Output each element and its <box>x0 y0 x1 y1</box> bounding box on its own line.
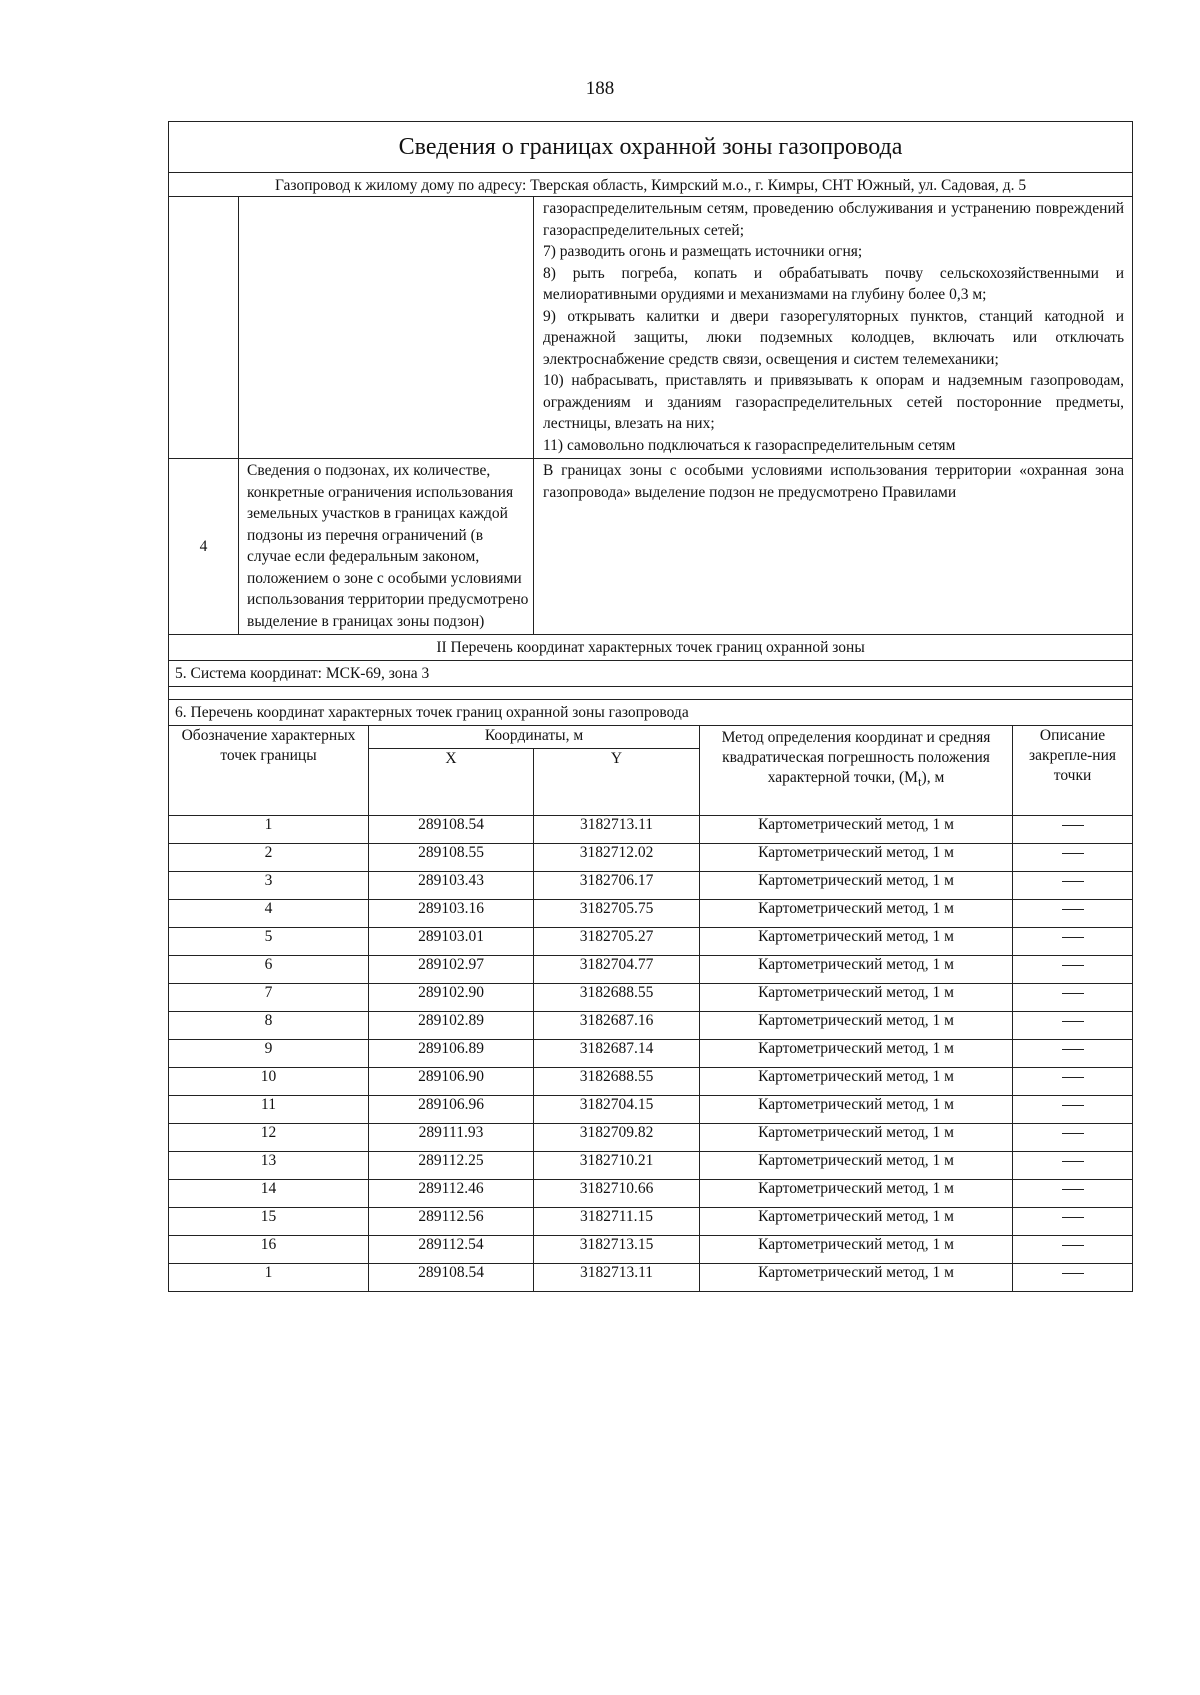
point-y: 3182713.15 <box>534 1236 700 1264</box>
dash-mark <box>1062 1105 1084 1106</box>
point-x: 289108.54 <box>369 1264 534 1292</box>
restriction-line: 11) самовольно подключаться к газораспределительным сетям <box>543 436 956 454</box>
point-description <box>1013 816 1133 844</box>
table-row <box>169 1152 1133 1180</box>
point-method: Картометрический метод, 1 м <box>700 1124 1013 1152</box>
point-x: 289108.55 <box>369 844 534 872</box>
point-method: Картометрический метод, 1 м <box>700 900 1013 928</box>
point-method: Картометрический метод, 1 м <box>700 844 1013 872</box>
dash-mark <box>1062 1161 1084 1162</box>
points-list-title: 6. Перечень координат характерных точек границ охранной зоны газопровода <box>169 700 1133 726</box>
subzones-content: В границах зоны с особыми условиями использования территории «охранная зона газопровода» выделение подзон не предусмотрено Правилами <box>534 459 1133 635</box>
dash-mark <box>1062 1273 1084 1274</box>
restrictions-continuation <box>534 197 1133 459</box>
header-method-text: Метод определения координат и средняя квадратическая погрешность положения характерной точки, $(M_t)$, м <box>721 729 991 790</box>
dash-mark <box>1062 993 1084 994</box>
point-y: 3182687.14 <box>534 1040 700 1068</box>
row-number: 4 <box>169 459 239 635</box>
dash-mark <box>1062 1133 1084 1134</box>
header-y: Y <box>534 749 700 816</box>
blank-row <box>169 687 1133 700</box>
point-y: 3182687.16 <box>534 1012 700 1040</box>
header-description: Описание закрепле-ния точки <box>1013 726 1133 816</box>
restriction-line: 8) рыть погреба, копать и обрабатывать почву сельскохозяйственными и мелиоративными орудиями и механизмами на глубину более 0,3 м; <box>543 264 1125 303</box>
point-method: Картометрический метод, 1 м <box>700 1040 1013 1068</box>
subzones-label: Сведения о подзонах, их количестве, конкретные ограничения использования земельных участков в границах каждой подзоны из перечня ограничений (в случае если федеральным законом, положением о зоне с особыми условиями использования территории предусмотрено выделение в границах зоны подзон) <box>239 459 534 635</box>
table-row <box>169 1208 1133 1236</box>
point-method: Картометрический метод, 1 м <box>700 1264 1013 1292</box>
point-description <box>1013 1040 1133 1068</box>
point-y: 3182713.11 <box>534 816 700 844</box>
point-number: 7 <box>169 984 369 1012</box>
point-description <box>1013 1068 1133 1096</box>
point-description <box>1013 1096 1133 1124</box>
point-number: 14 <box>169 1180 369 1208</box>
point-method: Картометрический метод, 1 м <box>700 956 1013 984</box>
point-number: 13 <box>169 1152 369 1180</box>
section-ii-heading: II Перечень координат характерных точек границ охранной зоны <box>169 635 1133 661</box>
point-number: 11 <box>169 1096 369 1124</box>
point-y: 3182713.11 <box>534 1264 700 1292</box>
table-row <box>169 956 1133 984</box>
point-number: 16 <box>169 1236 369 1264</box>
table-row <box>169 844 1133 872</box>
point-description <box>1013 1152 1133 1180</box>
point-description <box>1013 1264 1133 1292</box>
point-x: 289106.90 <box>369 1068 534 1096</box>
table-row <box>169 1068 1133 1096</box>
point-x: 289112.25 <box>369 1152 534 1180</box>
dash-mark <box>1062 825 1084 826</box>
dash-mark <box>1062 937 1084 938</box>
point-method: Картометрический метод, 1 м <box>700 1012 1013 1040</box>
point-number: 1 <box>169 816 369 844</box>
point-x: 289103.43 <box>369 872 534 900</box>
header-method <box>700 726 1013 816</box>
dash-mark <box>1062 1077 1084 1078</box>
point-x: 289102.89 <box>369 1012 534 1040</box>
table-row <box>169 1124 1133 1152</box>
table-row <box>169 1040 1133 1068</box>
dash-mark <box>1062 881 1084 882</box>
header-designation: Обозначение характерных точек границы <box>169 726 369 816</box>
point-number: 5 <box>169 928 369 956</box>
document-title: Сведения о границах охранной зоны газопровода <box>169 122 1133 173</box>
point-number: 1 <box>169 1264 369 1292</box>
point-description <box>1013 1180 1133 1208</box>
dash-mark <box>1062 1217 1084 1218</box>
point-number: 4 <box>169 900 369 928</box>
dash-mark <box>1062 1021 1084 1022</box>
point-y: 3182704.77 <box>534 956 700 984</box>
point-x: 289112.54 <box>369 1236 534 1264</box>
point-y: 3182710.21 <box>534 1152 700 1180</box>
point-y: 3182688.55 <box>534 984 700 1012</box>
point-x: 289106.96 <box>369 1096 534 1124</box>
point-y: 3182704.15 <box>534 1096 700 1124</box>
continuation-number-cell <box>169 197 239 459</box>
table-row <box>169 984 1133 1012</box>
point-description <box>1013 956 1133 984</box>
table-row <box>169 1096 1133 1124</box>
subzones-row <box>169 459 1133 635</box>
point-y: 3182705.27 <box>534 928 700 956</box>
point-method: Картометрический метод, 1 м <box>700 1236 1013 1264</box>
continuation-label-cell <box>239 197 534 459</box>
point-method: Картометрический метод, 1 м <box>700 1068 1013 1096</box>
point-description <box>1013 928 1133 956</box>
point-method: Картометрический метод, 1 м <box>700 872 1013 900</box>
point-method: Картометрический метод, 1 м <box>700 1208 1013 1236</box>
point-description <box>1013 1236 1133 1264</box>
table-row <box>169 1264 1133 1292</box>
point-x: 289102.97 <box>369 956 534 984</box>
point-number: 12 <box>169 1124 369 1152</box>
point-y: 3182705.75 <box>534 900 700 928</box>
point-y: 3182709.82 <box>534 1124 700 1152</box>
point-y: 3182688.55 <box>534 1068 700 1096</box>
point-method: Картометрический метод, 1 м <box>700 816 1013 844</box>
table-row <box>169 1012 1133 1040</box>
point-y: 3182706.17 <box>534 872 700 900</box>
point-method: Картометрический метод, 1 м <box>700 1096 1013 1124</box>
point-number: 8 <box>169 1012 369 1040</box>
header-coordinates: Координаты, м <box>369 726 700 749</box>
table-row <box>169 1236 1133 1264</box>
continuation-row <box>169 197 1133 459</box>
dash-mark <box>1062 1245 1084 1246</box>
table-row <box>169 1180 1133 1208</box>
table-row <box>169 816 1133 844</box>
dash-mark <box>1062 1049 1084 1050</box>
object-address: Газопровод к жилому дому по адресу: Тверская область, Кимрский м.о., г. Кимры, СНТ Южный, ул. Садовая, д. 5 <box>169 173 1133 197</box>
point-description <box>1013 844 1133 872</box>
point-x: 289102.90 <box>369 984 534 1012</box>
point-method: Картометрический метод, 1 м <box>700 1180 1013 1208</box>
point-number: 3 <box>169 872 369 900</box>
dash-mark <box>1062 909 1084 910</box>
point-x: 289112.56 <box>369 1208 534 1236</box>
zone-info-table <box>168 121 1133 1292</box>
point-x: 289112.46 <box>369 1180 534 1208</box>
point-x: 289106.89 <box>369 1040 534 1068</box>
point-method: Картометрический метод, 1 м <box>700 984 1013 1012</box>
restriction-line: 10) набрасывать, приставлять и привязывать к опорам и надземным газопроводам, ограждениям и зданиям газораспределительных сетей посторонние предметы, лестницы, влезать на них; <box>543 372 1125 432</box>
point-method: Картометрический метод, 1 м <box>700 1152 1013 1180</box>
page-number: 188 <box>585 78 615 99</box>
dash-mark <box>1062 1189 1084 1190</box>
point-number: 9 <box>169 1040 369 1068</box>
table-row <box>169 872 1133 900</box>
restriction-line: газораспределительным сетям, проведению обслуживания и устранению повреждений газораспределительных сетей; <box>543 200 1125 239</box>
dash-mark <box>1062 853 1084 854</box>
point-number: 2 <box>169 844 369 872</box>
point-number: 15 <box>169 1208 369 1236</box>
point-description <box>1013 872 1133 900</box>
point-y: 3182712.02 <box>534 844 700 872</box>
point-x: 289111.93 <box>369 1124 534 1152</box>
point-description <box>1013 900 1133 928</box>
point-x: 289108.54 <box>369 816 534 844</box>
table-row <box>169 928 1133 956</box>
point-number: 6 <box>169 956 369 984</box>
point-y: 3182711.15 <box>534 1208 700 1236</box>
table-row <box>169 900 1133 928</box>
dash-mark <box>1062 965 1084 966</box>
point-description <box>1013 1124 1133 1152</box>
point-number: 10 <box>169 1068 369 1096</box>
point-description <box>1013 984 1133 1012</box>
coordinate-system: 5. Система координат: МСК-69, зона 3 <box>169 661 1133 687</box>
point-x: 289103.01 <box>369 928 534 956</box>
header-x: X <box>369 749 534 816</box>
restriction-line: 7) разводить огонь и размещать источники огня; <box>543 243 863 260</box>
point-x: 289103.16 <box>369 900 534 928</box>
point-y: 3182710.66 <box>534 1180 700 1208</box>
point-description <box>1013 1012 1133 1040</box>
restriction-line: 9) открывать калитки и двери газорегуляторных пунктов, станций катодной и дренажной защиты, люки подземных колодцев, включать или отключать электроснабжение средств связи, освещения и систем телемеханики; <box>543 307 1125 368</box>
point-description <box>1013 1208 1133 1236</box>
point-method: Картометрический метод, 1 м <box>700 928 1013 956</box>
